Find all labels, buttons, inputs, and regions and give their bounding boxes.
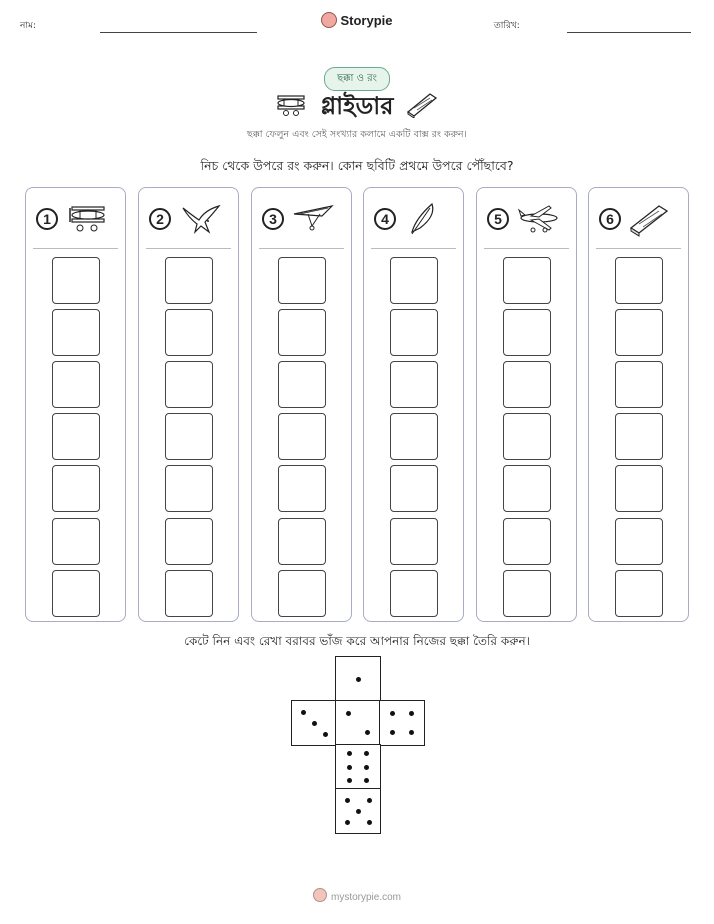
- color-box[interactable]: [503, 465, 551, 512]
- color-box[interactable]: [615, 570, 663, 617]
- color-box[interactable]: [52, 465, 100, 512]
- die-pip: [347, 778, 352, 783]
- die-pip: [367, 820, 372, 825]
- die-pip: [312, 721, 317, 726]
- die-face-2: [335, 700, 381, 746]
- color-box[interactable]: [278, 570, 326, 617]
- die-pip: [345, 820, 350, 825]
- die-pip: [356, 677, 361, 682]
- footer-url: mystorypie.com: [330, 892, 401, 903]
- column-divider: [596, 248, 681, 249]
- color-box[interactable]: [615, 518, 663, 565]
- color-box[interactable]: [278, 413, 326, 460]
- column-divider: [33, 248, 118, 249]
- color-box[interactable]: [52, 361, 100, 408]
- instruction-text: নিচ থেকে উপরে রং করুন। কোন ছবিটি প্রথমে উপরে পৌঁছাবে?: [200, 158, 514, 173]
- color-box[interactable]: [503, 257, 551, 304]
- color-box[interactable]: [52, 518, 100, 565]
- column-number: 5: [487, 208, 509, 230]
- column-6: [588, 187, 689, 622]
- color-box[interactable]: [503, 570, 551, 617]
- color-box[interactable]: [165, 570, 213, 617]
- color-box[interactable]: [165, 465, 213, 512]
- die-face-6: [335, 744, 381, 790]
- die-face-1: [335, 656, 381, 702]
- color-box[interactable]: [165, 257, 213, 304]
- color-box[interactable]: [503, 518, 551, 565]
- color-box[interactable]: [390, 361, 438, 408]
- color-box[interactable]: [52, 257, 100, 304]
- column-divider: [371, 248, 456, 249]
- column-divider: [146, 248, 231, 249]
- color-box[interactable]: [503, 361, 551, 408]
- column-divider: [484, 248, 569, 249]
- die-pip: [346, 711, 351, 716]
- color-box[interactable]: [278, 518, 326, 565]
- color-box[interactable]: [390, 309, 438, 356]
- hang-glider-icon: [292, 202, 336, 238]
- airplane-icon: [517, 202, 561, 238]
- bear-logo-icon: [321, 12, 337, 28]
- footer: [0, 888, 714, 903]
- color-box[interactable]: [165, 309, 213, 356]
- category-badge: ছক্কা ও রং: [324, 67, 390, 91]
- name-label: নাম:: [20, 21, 37, 31]
- die-pip: [364, 751, 369, 756]
- wood-plank-icon: [406, 90, 438, 118]
- die-pip: [390, 730, 395, 735]
- color-box[interactable]: [390, 465, 438, 512]
- die-pip: [301, 710, 306, 715]
- feather-icon: [404, 202, 448, 238]
- color-box[interactable]: [390, 570, 438, 617]
- column-number: 3: [262, 208, 284, 230]
- color-box[interactable]: [615, 309, 663, 356]
- color-box[interactable]: [615, 257, 663, 304]
- die-pip: [365, 730, 370, 735]
- color-box[interactable]: [390, 413, 438, 460]
- column-divider: [259, 248, 344, 249]
- color-box[interactable]: [390, 257, 438, 304]
- die-pip: [390, 711, 395, 716]
- bear-logo-icon: [313, 888, 327, 902]
- color-box[interactable]: [278, 361, 326, 408]
- column-4: [363, 187, 464, 622]
- column-number: 6: [599, 208, 621, 230]
- color-box[interactable]: [503, 309, 551, 356]
- die-pip: [356, 809, 361, 814]
- column-3: [251, 187, 352, 622]
- die-pip: [364, 765, 369, 770]
- column-1: [25, 187, 126, 622]
- die-pip: [409, 730, 414, 735]
- die-face-5: [335, 788, 381, 834]
- color-box[interactable]: [52, 309, 100, 356]
- wood-plank-icon: [629, 202, 673, 238]
- color-box[interactable]: [52, 413, 100, 460]
- cut-instruction: কেটে নিন এবং রেখা বরাবর ভাঁজ করে আপনার নিজের ছক্কা তৈরি করুন।: [184, 634, 530, 648]
- biplane-icon: [66, 202, 110, 238]
- column-number: 4: [374, 208, 396, 230]
- column-number: 1: [36, 208, 58, 230]
- color-box[interactable]: [390, 518, 438, 565]
- die-pip: [409, 711, 414, 716]
- die-pip: [364, 778, 369, 783]
- die-pip: [347, 751, 352, 756]
- color-box[interactable]: [165, 413, 213, 460]
- brand-name: Storypie: [340, 13, 393, 28]
- color-box[interactable]: [615, 465, 663, 512]
- die-pip: [323, 732, 328, 737]
- eagle-icon: [179, 202, 223, 238]
- column-5: [476, 187, 577, 622]
- color-box[interactable]: [165, 361, 213, 408]
- date-line[interactable]: [567, 32, 691, 33]
- die-pip: [347, 765, 352, 770]
- color-box[interactable]: [503, 413, 551, 460]
- die-face-3: [291, 700, 337, 746]
- name-line[interactable]: [100, 32, 257, 33]
- column-2: [138, 187, 239, 622]
- date-label: তারিখ:: [494, 21, 520, 31]
- color-box[interactable]: [278, 257, 326, 304]
- column-number: 2: [149, 208, 171, 230]
- color-box[interactable]: [52, 570, 100, 617]
- page-title: গ্লাইডার: [320, 92, 394, 120]
- color-box[interactable]: [615, 413, 663, 460]
- color-box[interactable]: [278, 465, 326, 512]
- color-box[interactable]: [615, 361, 663, 408]
- color-box[interactable]: [165, 518, 213, 565]
- brand-logo: [0, 12, 714, 28]
- color-box[interactable]: [278, 309, 326, 356]
- die-pip: [345, 798, 350, 803]
- die-face-4: [379, 700, 425, 746]
- die-pip: [367, 798, 372, 803]
- subtitle: ছক্কা ফেলুন এবং সেই সংখ্যার কলামে একটি বাক্স রং করুন।: [247, 129, 467, 140]
